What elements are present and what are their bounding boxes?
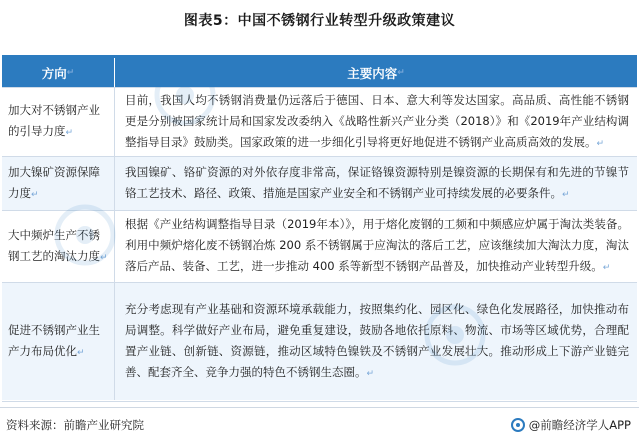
return-mark: ↵ [596,138,605,149]
table-row [2,210,637,282]
cell-content [115,283,637,400]
page-title: 图表5：中国不锈钢行业转型升级政策建议 [183,13,456,29]
header-direction [2,58,115,87]
return-mark: ↵ [397,67,405,78]
return-mark: ↵ [65,128,74,138]
direction-text: 大中频炉生产不锈钢工艺的淘汰力度 [8,227,100,263]
return-mark: ↵ [562,189,570,200]
return-mark: ↵ [66,67,75,78]
cell-content [115,88,637,156]
cell-direction [2,211,115,282]
table-header [2,55,637,87]
return-mark: ↵ [366,368,375,379]
brand-text: @前瞻经济学人APP [528,418,631,432]
return-mark: ↵ [31,189,39,200]
cell-direction [2,157,115,210]
cell-direction [2,283,115,400]
content-text: 目前，我国人均不锈钢消费量仍远落后于德国、日本、意大利等发达国家。高品质、高性能不锈钢更是分别被国家统计局和国家发改委纳入《战略性新兴产业分类（2018）》和《2019年产业结构调整指导目录》鼓励类。国家政策的进一步细化引导将更好地促进不锈钢产业高质高效的发展。 [125,92,629,149]
return-mark: ↵ [100,252,108,263]
table-row [2,87,637,156]
table-row [2,282,637,400]
direction-text: 加大对不锈钢产业的引导力度 [8,103,100,138]
brand-credit [511,417,631,433]
content-text: 充分考虑现有产业基础和资源环境承载能力，按照集约化、园区化、绿色化发展路径，加快推动布局调整。科学做好产业布局，避免重复建设，鼓励各地依托原料、物流、市场等区域优势，合理配置产业链、创新链、资源链，推动区域特色镍铁及不锈钢产业发展壮大。推动形成上下游产业链完善、配套齐全、竞争力强的特色不锈钢生态圈。 [125,301,629,379]
footer [0,407,639,441]
header-direction-label: 方向 [41,65,67,81]
header-content-label: 主要内容 [347,65,398,81]
content-text: 我国镍矿、铬矿资源的对外依存度非常高，保证铬镍资源特别是镍资源的长期保有和先进的节镍节铬工艺技术、路径、政策、措施是国家产业安全和不锈钢产业可持续发展的必要条件。 [125,164,629,200]
direction-text: 促进不锈钢产业生产力布局优化 [8,322,100,358]
table-row [2,156,637,210]
return-mark: ↵ [77,347,85,358]
cell-content [115,211,637,282]
header-content [115,58,637,87]
brand-logo-icon [511,418,525,432]
policy-table [2,55,637,402]
direction-text: 加大镍矿资源保障力度 [8,164,100,200]
cell-content [115,157,637,210]
return-mark: ↵ [602,263,611,273]
source-note: 资料来源：前瞻产业研究院 [6,418,144,432]
cell-direction [2,88,115,156]
content-text: 根据《产业结构调整指导目录（2019年本）》，用于熔化废钢的工频和中频感应炉属于淘汰类装备。利用中频炉熔化废不锈钢冶炼 200 系不锈钢属于应淘汰的落后工艺，应该继续加大淘汰力度，淘汰落后产品、装备、工艺，进一步推动 400 系等新型不锈钢产品普及，加快推动产业转型升级。 [125,217,629,273]
